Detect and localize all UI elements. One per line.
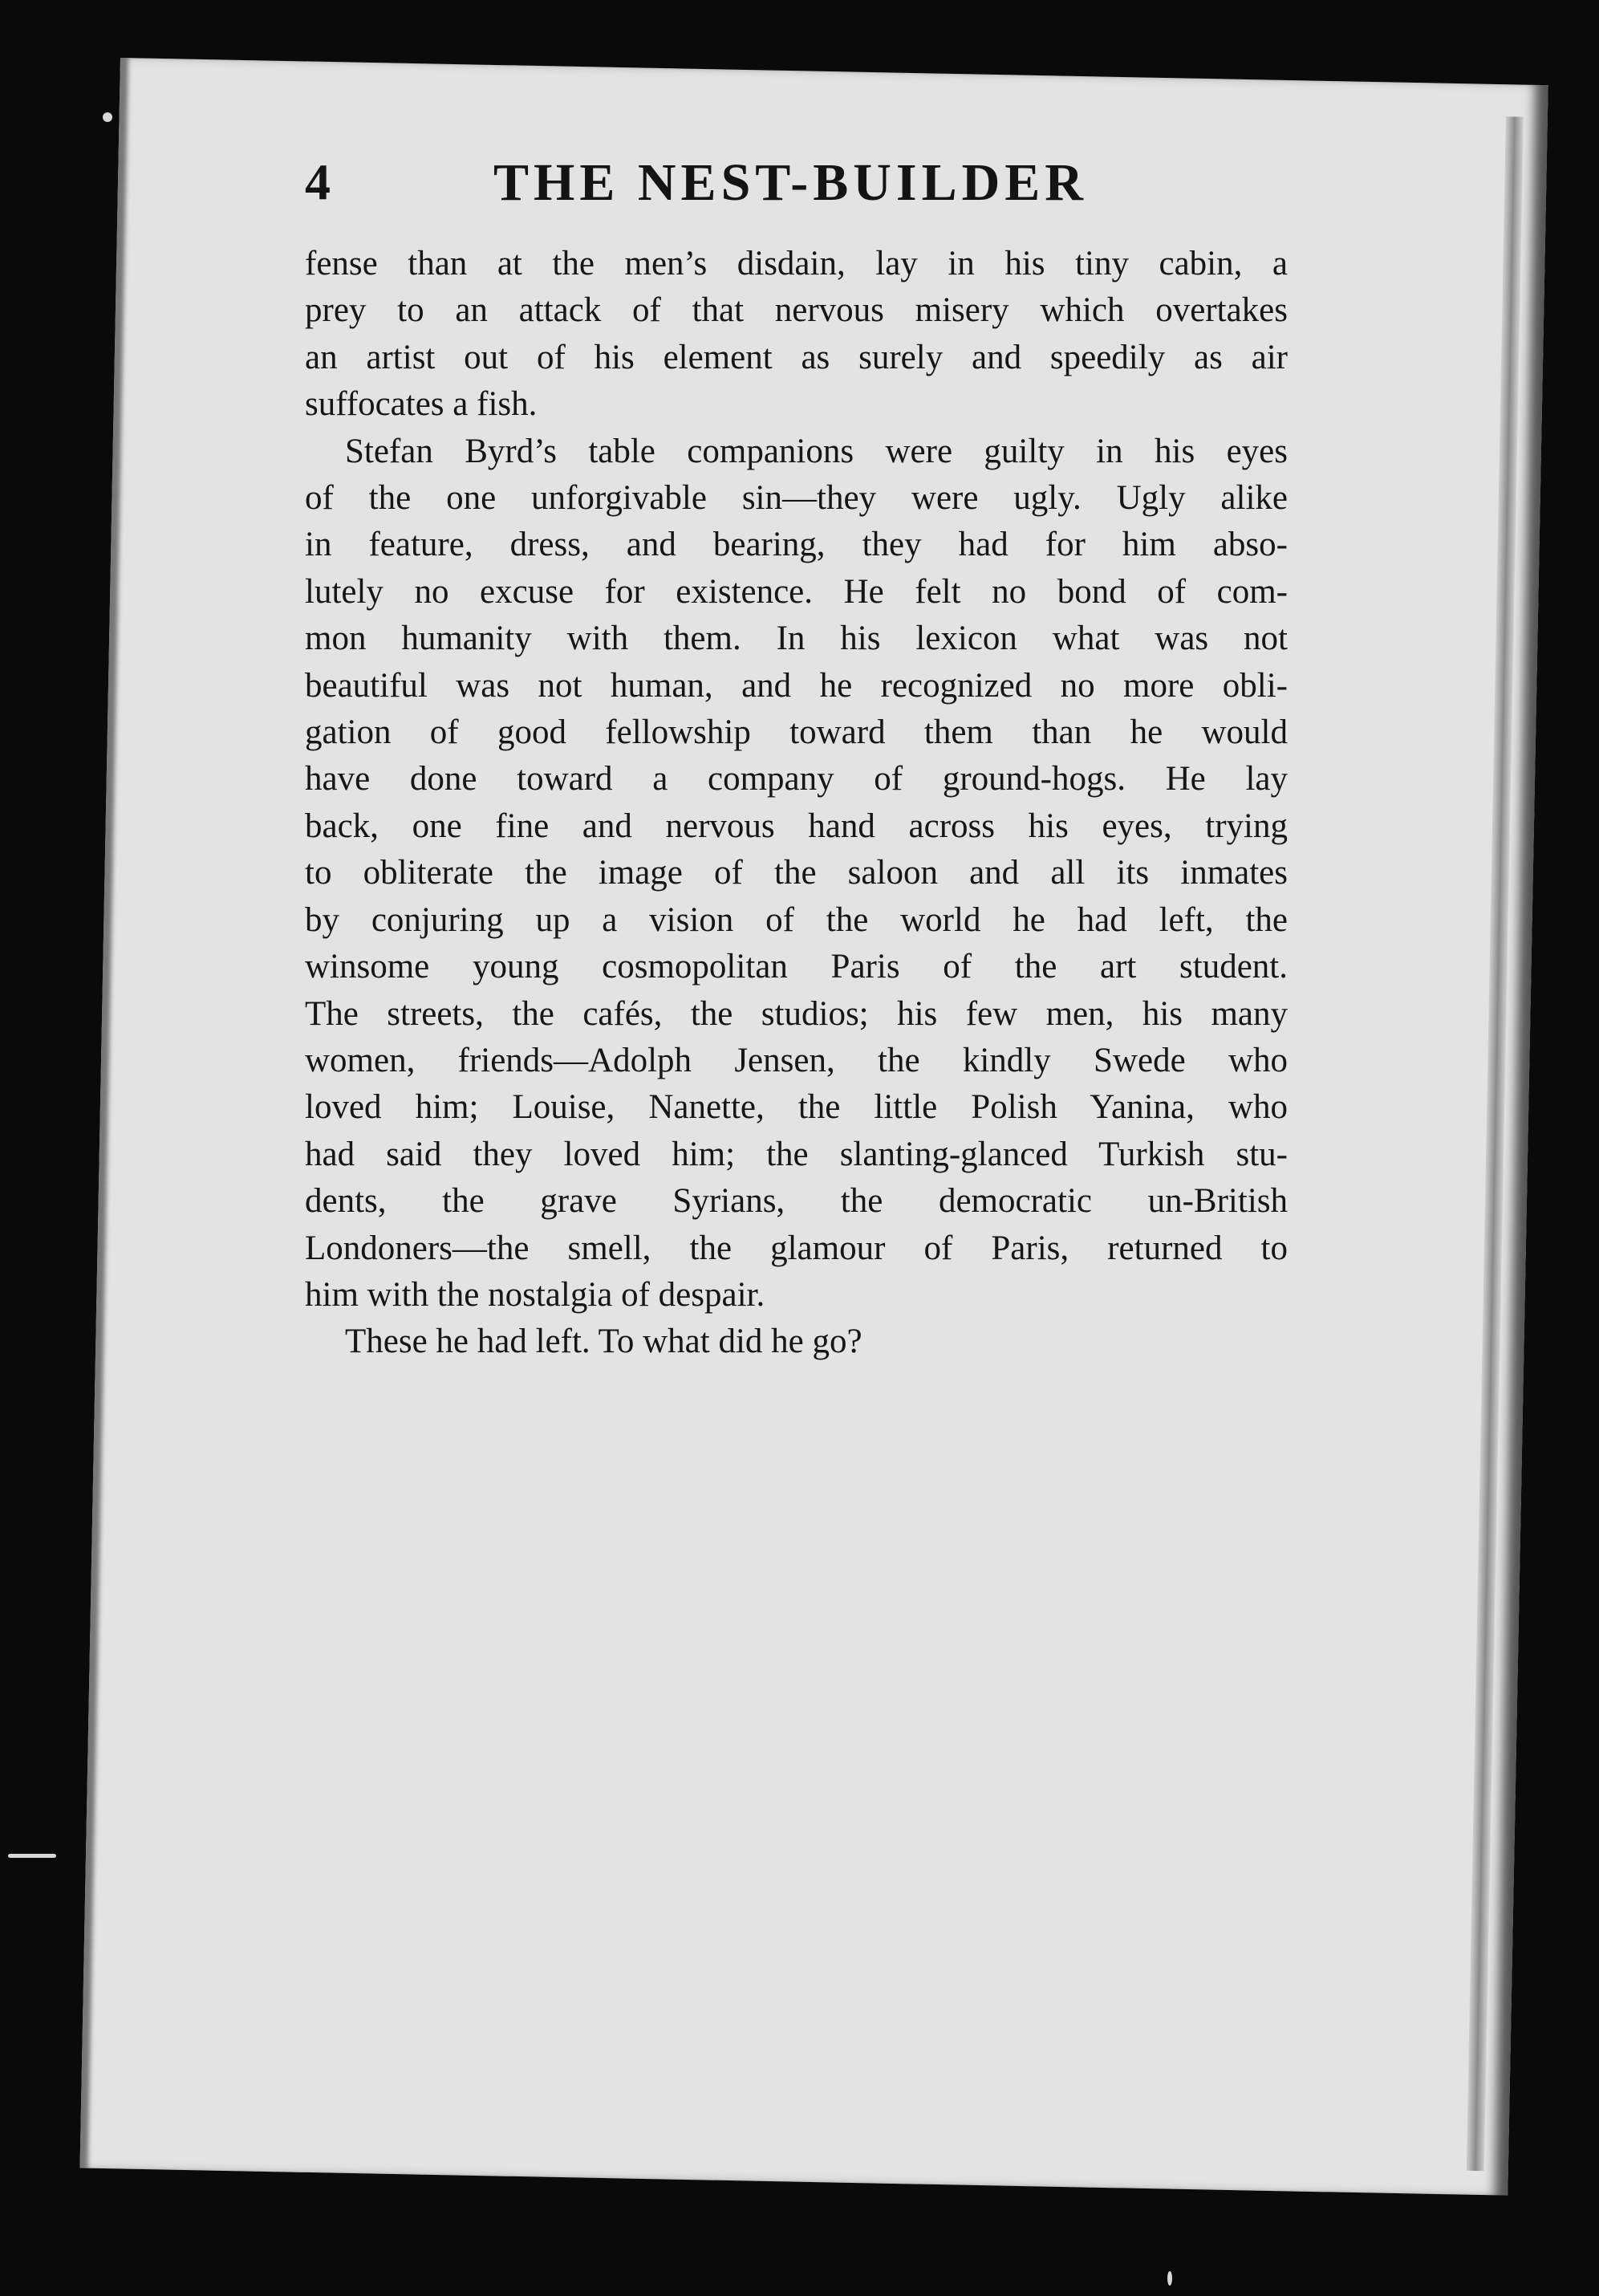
text-line: him with the nostalgia of despair.: [305, 1275, 765, 1314]
running-head: [305, 152, 1228, 225]
text-line: back, one fine and nervous hand across his eyes, trying: [305, 807, 1288, 845]
text-line: The streets, the cafés, the studios; his few men, his many: [305, 994, 1288, 1033]
text-line: of the one unforgivable sin—they were ugly. Ugly alike: [305, 479, 1288, 518]
page-edge: [1467, 116, 1524, 2171]
text-line: loved him; Louise, Nanette, the little Polish Yanina, who: [305, 1088, 1288, 1127]
text-line: mon humanity with them. In his lexicon what was not: [305, 620, 1288, 658]
text-line: Stefan Byrd’s table companions were guilty in his eyes: [345, 432, 1288, 470]
text-line: to obliterate the image of the saloon and all its inmates: [305, 854, 1288, 892]
text-line: gation of good fellowship toward them than he would: [305, 713, 1288, 752]
dust-speck: [8, 1854, 56, 1858]
text-line: an artist out of his element as surely and speedily as air: [305, 338, 1288, 376]
body-text: [305, 241, 1288, 1366]
dust-speck: [103, 112, 112, 122]
page-number: 4: [305, 153, 331, 210]
text-line: in feature, dress, and bearing, they had for him abso-: [305, 526, 1288, 564]
text-line: have done toward a company of ground-hogs. He lay: [305, 760, 1288, 799]
text-line: dents, the grave Syrians, the democratic un-British: [305, 1182, 1288, 1221]
text-line: women, friends—Adolph Jensen, the kindly Swede who: [305, 1041, 1288, 1079]
dust-speck: [1167, 2271, 1172, 2286]
text-line: had said they loved him; the slanting-glanced Turkish stu-: [305, 1135, 1288, 1173]
text-line: lutely no excuse for existence. He felt no bond of com-: [305, 572, 1288, 611]
text-line: fense than at the men’s disdain, lay in his tiny cabin, a: [305, 245, 1288, 282]
text-line: by conjuring up a vision of the world he had left, the: [305, 900, 1288, 939]
text-line: suffocates a fish.: [305, 385, 538, 424]
text-line: Londoners—the smell, the glamour of Paris, returned to: [305, 1229, 1288, 1267]
text-line: prey to an attack of that nervous misery which overtakes: [305, 291, 1288, 330]
text-line: beautiful was not human, and he recognized no more obli-: [305, 666, 1288, 705]
book-title: THE NEST-BUILDER: [493, 153, 1088, 212]
text-line: These he had left. To what did he go?: [345, 1323, 862, 1361]
text-line: winsome young cosmopolitan Paris of the art student.: [305, 948, 1288, 986]
